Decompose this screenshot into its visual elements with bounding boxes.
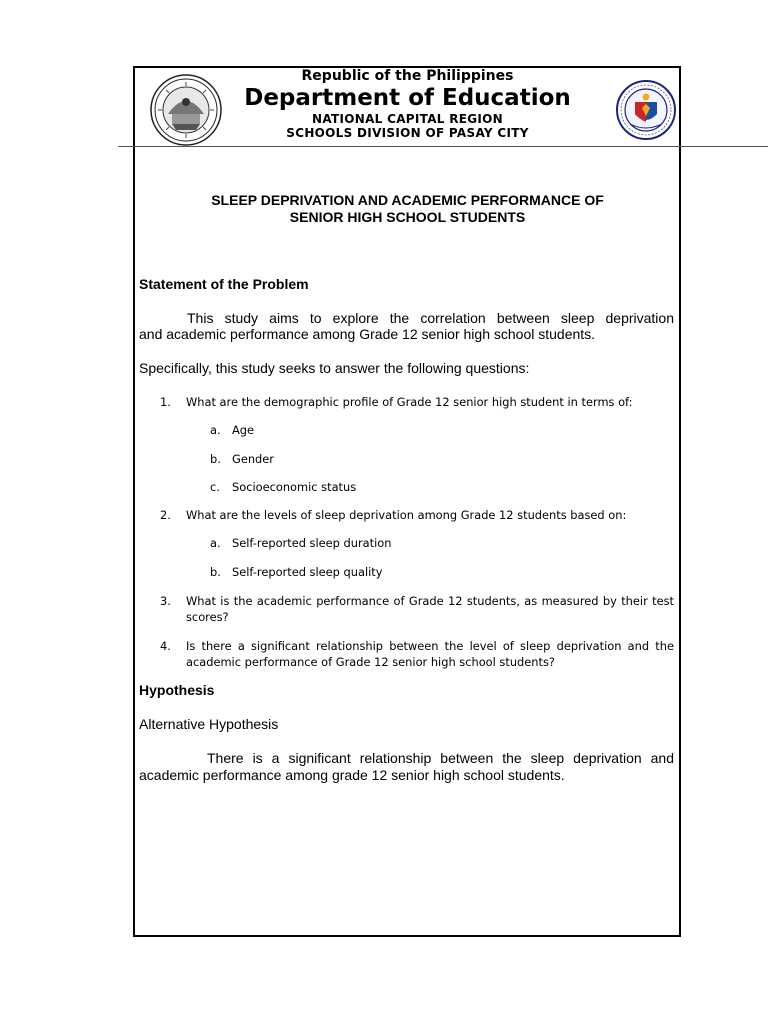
question-text: What are the demographic profile of Grade 12 senior high student in terms of: [186,395,633,409]
sub-item-letter: b. [210,452,221,466]
sub-item-letter: b. [210,565,221,579]
sub-item-letter: a. [210,423,221,437]
hypothesis-heading: Hypothesis [139,682,215,698]
document-title-line-2: SENIOR HIGH SCHOOL STUDENTS [289,209,526,225]
statement-heading: Statement of the Problem [139,276,309,292]
sub-item-text: Age [232,423,255,437]
statement-intro-line-2: and academic performance among Grade 12 senior high school students. [139,326,596,342]
question-number: 1. [160,395,171,409]
question-number: 2. [160,508,171,522]
alternative-hypothesis-line-2: academic performance among grade 12 senior high school students. [139,767,565,783]
question-number: 4. [160,639,171,653]
document-title-line-1: SLEEP DEPRIVATION AND ACADEMIC PERFORMANCE OF [211,192,604,208]
statement-specific: Specifically, this study seeks to answer the following questions: [139,360,530,376]
sub-item-letter: a. [210,536,221,550]
sub-item-text: Gender [232,452,274,466]
question-text: Is there a significant relationship between the level of sleep deprivation and the academic performance of Grade 12 senior high school students? [186,639,674,669]
republic-label: Republic of the Philippines [301,68,514,84]
question-text: What is the academic performance of Grade 12 students, as measured by their test scores? [186,594,674,624]
header-divider [118,146,768,147]
sub-item-text: Self-reported sleep quality [232,565,383,579]
alternative-hypothesis-label: Alternative Hypothesis [139,716,279,732]
alternative-hypothesis-line-1: There is a significant relationship between the sleep deprivation and [207,750,674,766]
statement-intro-line-1: This study aims to explore the correlation between sleep deprivation [187,310,674,326]
sub-item-text: Self-reported sleep duration [232,536,392,550]
division-label: SCHOOLS DIVISION OF PASAY CITY [286,126,529,140]
region-label: NATIONAL CAPITAL REGION [311,112,504,126]
sub-item-text: Socioeconomic status [232,480,357,494]
sub-item-letter: c. [210,480,220,494]
department-title: Department of Education [244,85,571,111]
question-number: 3. [160,594,171,608]
question-text: What are the levels of sleep deprivation among Grade 12 students based on: [186,508,627,522]
deped-seal-icon [616,80,676,140]
